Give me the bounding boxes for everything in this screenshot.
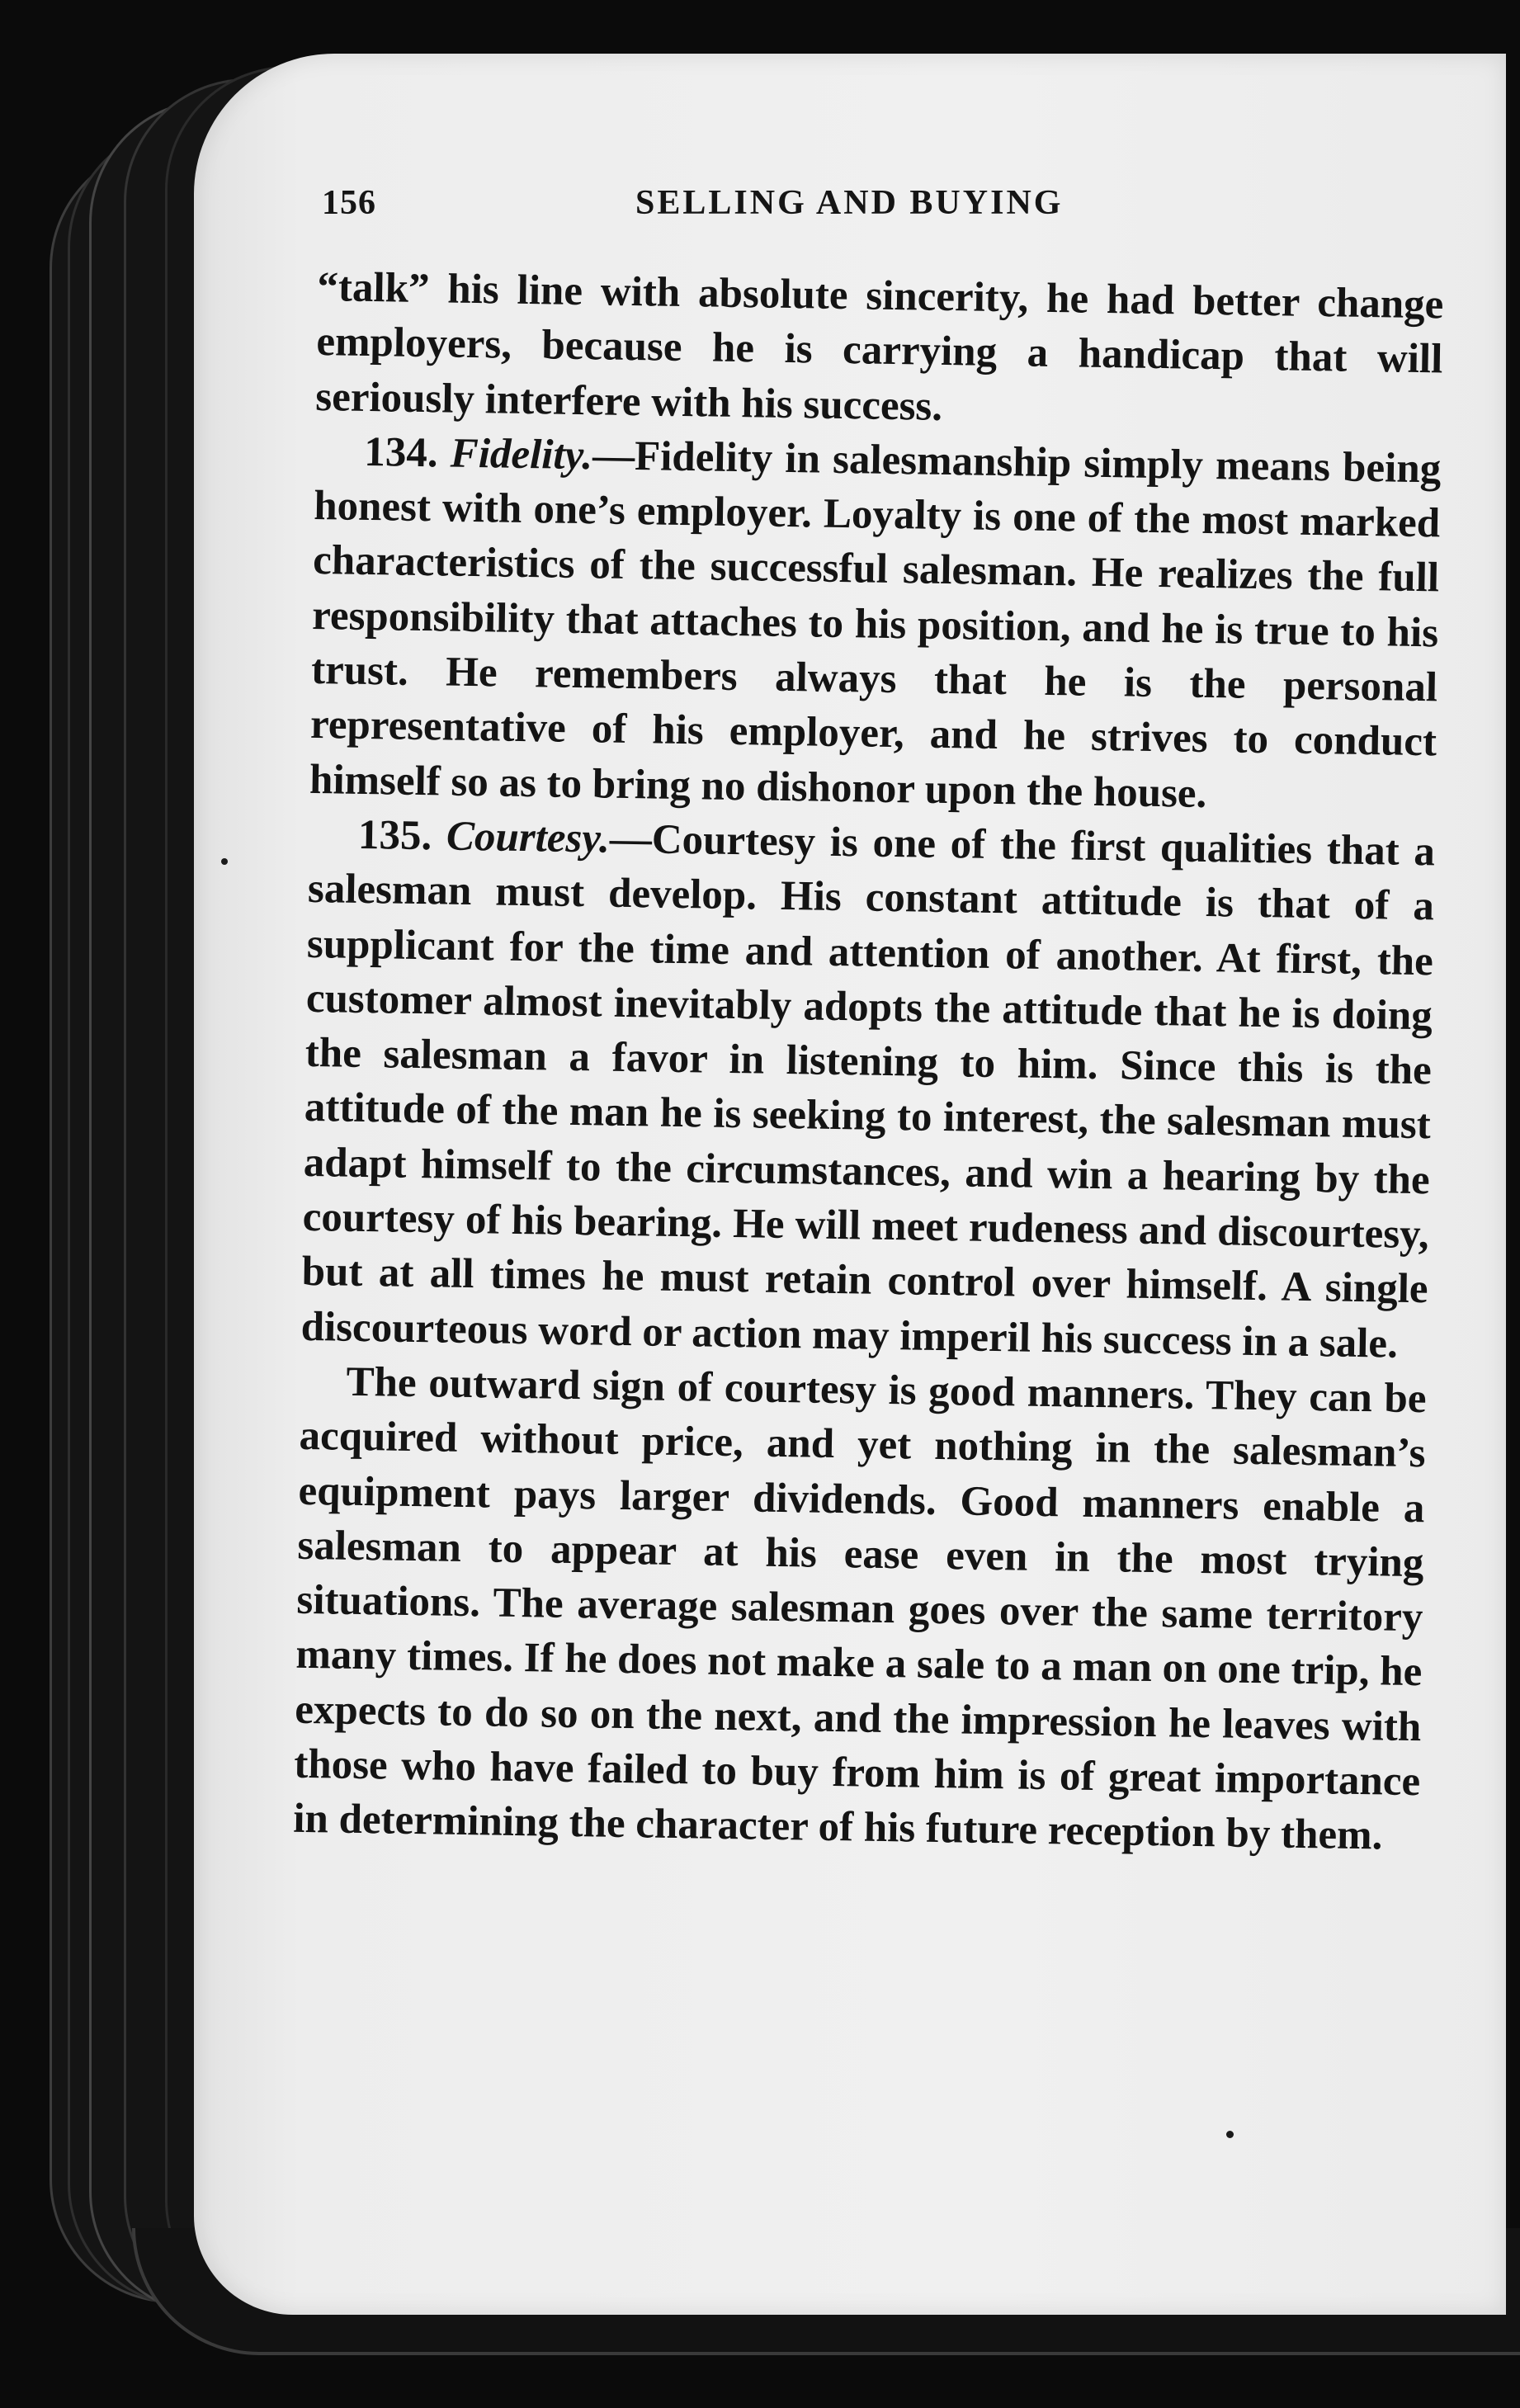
paragraph: “talk” his line with absolute sincerity, he had better change employers, because he is carrying a handicap that will seriously interfere with his success. [314,263,1444,430]
page-number: 156 [322,184,376,222]
page-header [322,183,1205,241]
running-head: SELLING AND BUYING [635,184,1064,222]
section-text: —Fidelity in salesmanship simply means being honest with one’s employer. Loyalty is one of the most marked characteristics of the successful salesman. He realizes the full responsibility that attaches to his position, and he is true to his trust. He remembers always that he is the personal representative of his employer, and he strives to conduct himself so as to bring no dishonor upon the house. [309,432,1442,817]
section-title: Courtesy. [446,813,611,862]
section-title: Fidelity. [450,430,593,479]
dust-speck [1226,2131,1234,2138]
dust-speck [221,858,228,865]
section-135 [300,807,1435,1372]
body-text [293,260,1444,1864]
section-number: 135. [357,811,432,860]
section-text: —Courtesy is one of the first qualities that a salesman must develop. His constant attitude is that of a supplicant for the time and attention of another. At first, the customer almost inevitably adopts the attitude that he is doing the salesman a favor in listening to him. Since this is the attitude of the man he is seeking to interest, the salesman must adapt himself to the circumstances, and win a hearing by the courtesy of his bearing. He will meet rudeness and discourtesy, but at all times he must retain control over himself. A single discourteous word or action may imperil his success in a sale. [300,815,1436,1367]
section-number: 134. [363,428,439,477]
paragraph: The outward sign of courtesy is good manners. They can be acquired without price, and yet nothing in the salesman’s equipment pays larger dividends. Good manners enable a salesman to appear at his ease even in the most trying situations. The average salesman goes over the same territory many times. If he does not make a sale to a man on one trip, he expects to do so on the next, and the impression he leaves with those who have failed to buy from him is of great importance in determining the character of his future reception by them. [292,1358,1427,1859]
section-134 [309,424,1442,824]
